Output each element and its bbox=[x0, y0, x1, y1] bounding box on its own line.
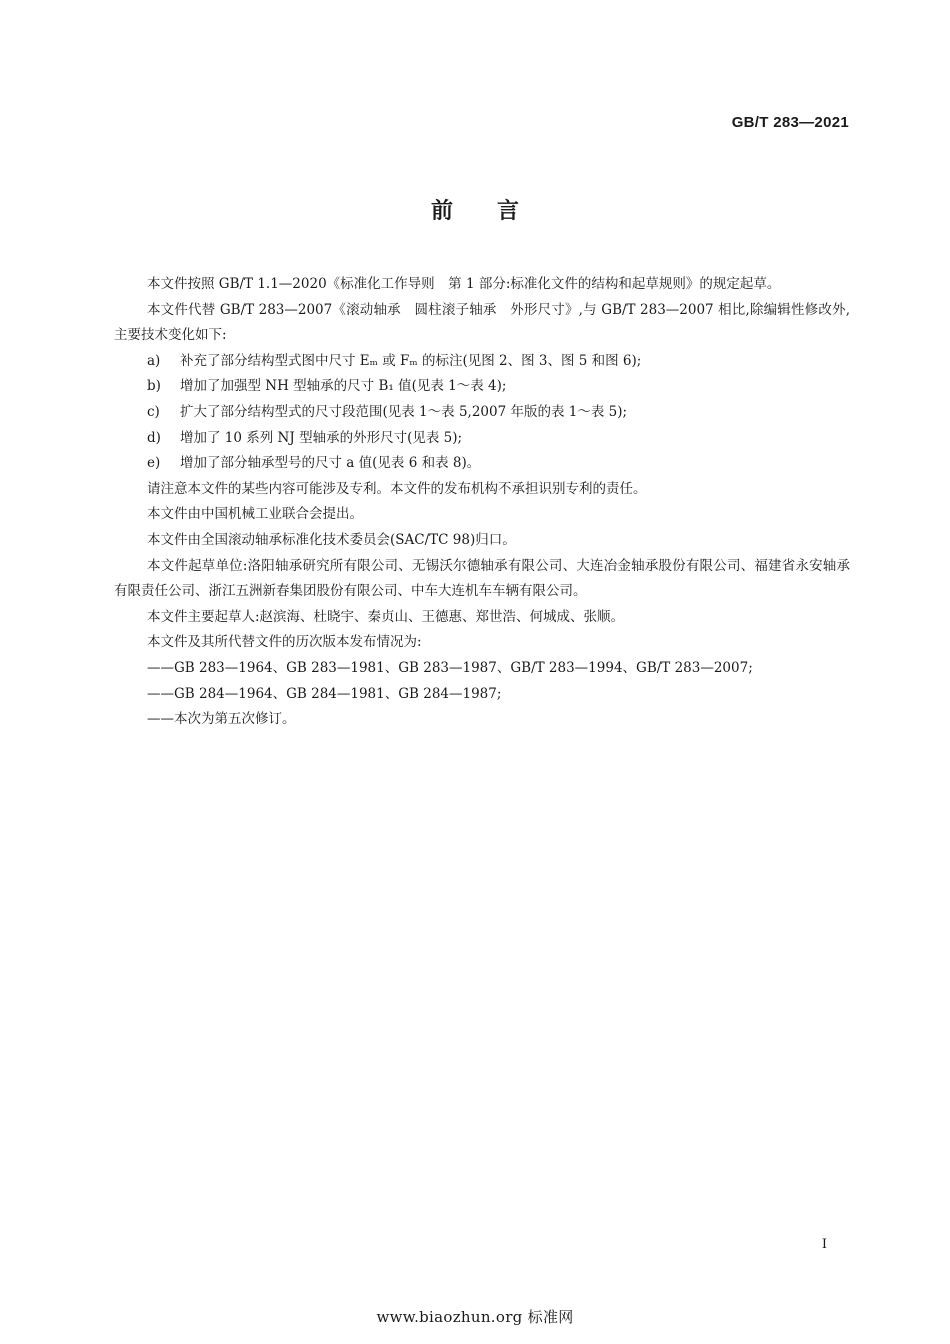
change-item-text: 增加了加强型 NH 型轴承的尺寸 B₁ 值(见表 1～表 4); bbox=[180, 378, 507, 395]
change-item-label: e) bbox=[147, 455, 161, 472]
paragraph-patent-notice: 请注意本文件的某些内容可能涉及专利。本文件的发布机构不承担识别专利的责任。 bbox=[147, 480, 647, 497]
paragraph-drafters: 本文件主要起草人:赵滨海、杜晓宇、秦贞山、王德惠、郑世浩、何城成、张顺。 bbox=[147, 608, 625, 625]
change-item-label: d) bbox=[147, 429, 161, 446]
paragraph-proposer: 本文件由中国机械工业联合会提出。 bbox=[147, 506, 363, 523]
change-item bbox=[114, 400, 850, 426]
history-item: ——GB 284—1964、GB 284—1981、GB 284—1987; bbox=[147, 685, 502, 702]
history-item: ——GB 283—1964、GB 283—1981、GB 283—1987、GB/T 283—1994、GB/T 283—2007; bbox=[147, 659, 753, 676]
paragraph-replacement: 本文件代替 GB/T 283—2007《滚动轴承 圆柱滚子轴承 外形尺寸》,与 GB/T 283—2007 相比,除编辑性修改外,主要技术变化如下: bbox=[114, 301, 850, 344]
change-item bbox=[114, 451, 850, 477]
paragraph-drafting-basis: 本文件按照 GB/T 1.1—2020《标准化工作导则 第 1 部分:标准化文件的结构和起草规则》的规定起草。 bbox=[147, 276, 781, 292]
change-item-text: 补充了部分结构型式图中尺寸 Eₘ 或 Fₘ 的标注(见图 2、图 3、图 5 和图 6); bbox=[180, 352, 642, 369]
standard-number: GB/T 283—2021 bbox=[731, 114, 849, 131]
document-body bbox=[114, 272, 850, 733]
change-item-text: 增加了 10 系列 NJ 型轴承的外形尺寸(见表 5); bbox=[180, 429, 463, 446]
change-item-text: 增加了部分轴承型号的尺寸 a 值(见表 6 和表 8)。 bbox=[180, 455, 481, 472]
history-item: ——本次为第五次修订。 bbox=[147, 711, 296, 728]
change-item-label: c) bbox=[147, 403, 160, 420]
footer-watermark: www.biaozhun.org 标准网 bbox=[376, 1308, 574, 1326]
page-title: 前言 bbox=[430, 199, 563, 224]
change-item-text: 扩大了部分结构型式的尺寸段范围(见表 1～表 5,2007 年版的表 1～表 5); bbox=[180, 403, 628, 420]
paragraph-drafting-units: 本文件起草单位:洛阳轴承研究所有限公司、无锡沃尔德轴承有限公司、大连冶金轴承股份有限公司、福建省永安轴承有限责任公司、浙江五洲新春集团股份有限公司、中车大连机车车辆有限公司。 bbox=[114, 557, 850, 600]
change-item bbox=[114, 349, 850, 375]
paragraph-committee: 本文件由全国滚动轴承标准化技术委员会(SAC/TC 98)归口。 bbox=[147, 531, 516, 548]
change-item bbox=[114, 374, 850, 400]
page-number: I bbox=[821, 1237, 827, 1252]
change-item-label: b) bbox=[147, 378, 161, 395]
change-item bbox=[114, 426, 850, 452]
paragraph-history-intro: 本文件及其所代替文件的历次版本发布情况为: bbox=[147, 634, 422, 651]
change-item-label: a) bbox=[147, 352, 161, 369]
